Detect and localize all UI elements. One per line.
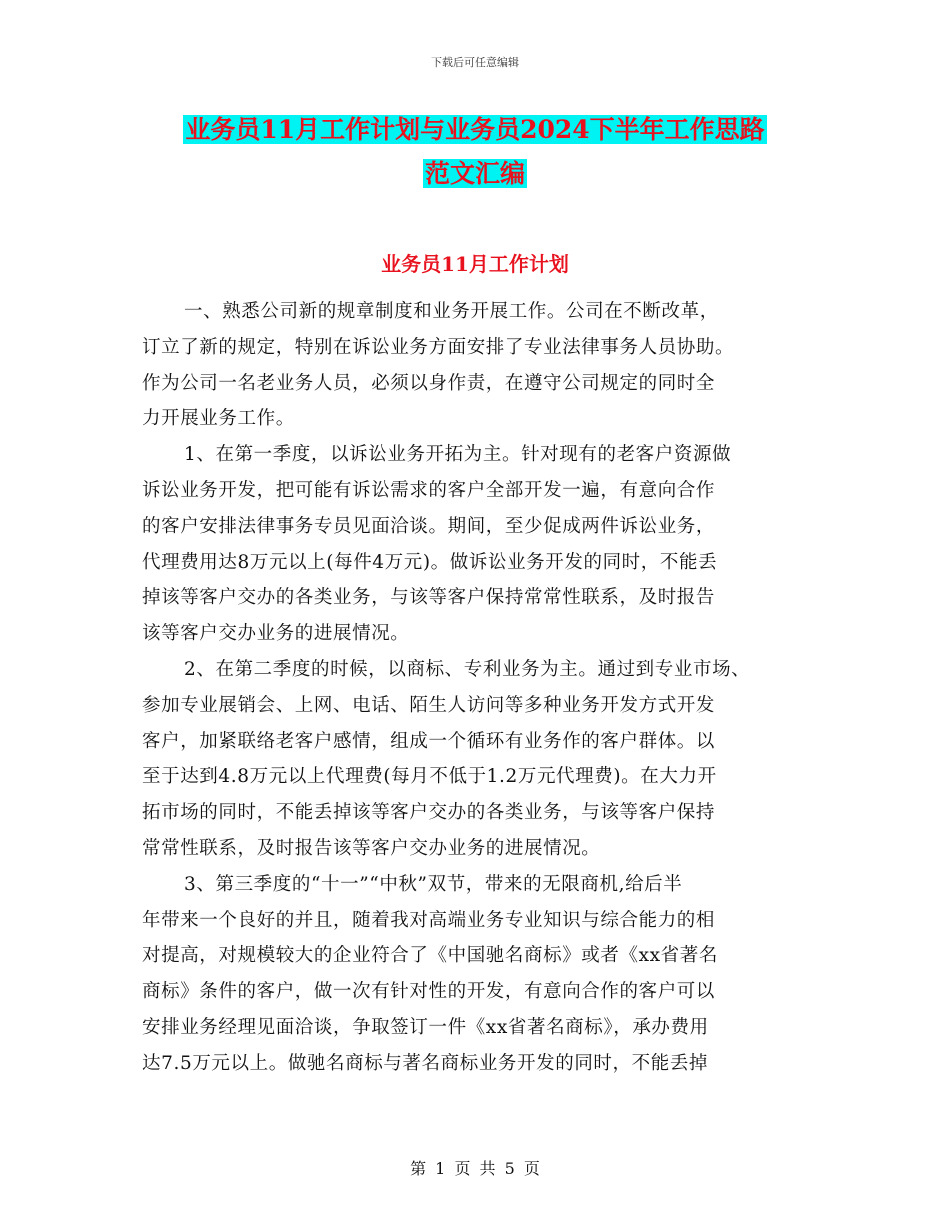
- paragraph-line: 2、在第二季度的时候，以商标、专利业务为主。通过到专业市场、: [184, 658, 751, 680]
- paragraph-line: 一、熟悉公司新的规章制度和业务开展工作。公司在不断改革，: [184, 301, 719, 322]
- paragraph-line: 至于达到4.8万元以上代理费(每月不低于1.2万元代理费)。在大力开: [142, 766, 717, 788]
- paragraph-line: 安排业务经理见面洽谈，争取签订一件《xx省著名商标》，承办费用: [142, 1016, 709, 1038]
- paragraph-line: 常常性联系，及时报告该等客户交办业务的进展情况。: [142, 837, 601, 859]
- paragraph-line: 参加专业展销会、上网、电话、陌生人访问等多种业务开发方式开发: [142, 694, 716, 716]
- title-line-2: 范文汇编: [424, 159, 525, 188]
- page-footer: 第 1 页 共 5 页: [410, 1159, 540, 1178]
- section-title: 业务员11月工作计划: [381, 252, 569, 276]
- paragraph-line: 对提高，对规模较大的企业符合了《中国驰名商标》或者《xx省著名: [142, 945, 718, 967]
- paragraph-line: 拓市场的同时，不能丢掉该等客户交办的各类业务，与该等客户保持: [142, 802, 716, 824]
- body-text: [142, 294, 814, 1082]
- document-title: [0, 108, 950, 196]
- paragraph-line: 1、在第一季度，以诉讼业务开拓为主。针对现有的老客户资源做: [184, 444, 732, 466]
- paragraph-line: 订立了新的规定，特别在诉讼业务方面安排了专业法律事务人员协助。: [142, 336, 735, 358]
- paragraph-line: 作为公司一名老业务人员，必须以身作责，在遵守公司规定的同时全: [142, 372, 716, 394]
- paragraph-line: 客户，加紧联络老客户感情，组成一个循环有业务作的客户群体。以: [142, 730, 716, 752]
- paragraph-line: 商标》条件的客户，做一次有针对性的开发，有意向合作的客户可以: [142, 981, 716, 1003]
- paragraph-line: 3、第三季度的“十一”“中秋”双节，带来的无限商机,给后半: [184, 873, 683, 895]
- paragraph-line: 该等客户交办业务的进展情况。: [142, 623, 410, 645]
- paragraph-line: 达7.5万元以上。做驰名商标与著名商标业务开发的同时，不能丢掉: [142, 1052, 709, 1074]
- title-line-1: 业务员11月工作计划与业务员2024下半年工作思路: [185, 115, 765, 144]
- paragraph-line: 代理费用达8万元以上(每件4万元)。做诉讼业务开发的同时，不能丢: [142, 551, 718, 573]
- paragraph-line: 年带来一个良好的并且，随着我对高端业务专业知识与综合能力的相: [142, 909, 716, 931]
- paragraph-line: 掉该等客户交办的各类业务，与该等客户保持常常性联系，及时报告: [142, 587, 716, 609]
- paragraph-line: 力开展业务工作。: [142, 408, 295, 430]
- paragraph-line: 诉讼业务开发，把可能有诉讼需求的客户全部开发一遍，有意向合作: [142, 479, 716, 501]
- paragraph-line: 的客户安排法律事务专员见面洽谈。期间，至少促成两件诉讼业务，: [142, 515, 716, 537]
- header-note: 下载后可任意编辑: [431, 56, 519, 69]
